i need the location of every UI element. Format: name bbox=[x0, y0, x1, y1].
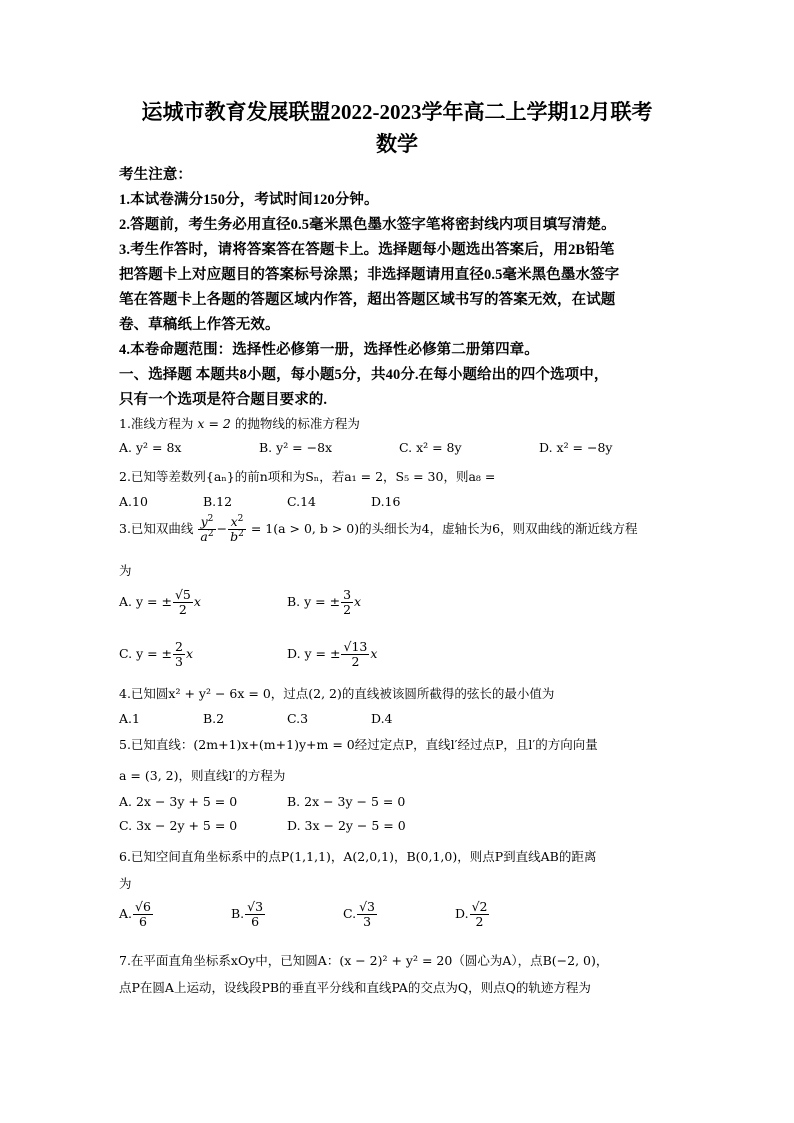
notice-item-3-line-1: 3.考生作答时，请将答案答在答题卡上。选择题每小题选出答案后，用2B铅笔 bbox=[119, 242, 615, 258]
question-3-stem-end: 为 bbox=[119, 563, 132, 578]
question-3-stem-suffix: = 1(a > 0, b > 0)的头细长为4，虚轴长为6，则双曲线的渐近线方程 bbox=[250, 520, 638, 536]
question-3-option-a-numerator: √5 bbox=[174, 587, 191, 602]
question-2-option-b: B.12 bbox=[203, 494, 233, 509]
notice-item-3-line-4: 卷、草稿纸上作答无效。 bbox=[119, 317, 280, 333]
question-3-option-d-prefix: D. y = ± bbox=[287, 645, 341, 661]
question-3-option-c-var: x bbox=[185, 645, 194, 661]
question-3-option-c bbox=[119, 640, 193, 669]
question-5-option-b: B. 2x − 3y − 5 = 0 bbox=[287, 794, 406, 809]
question-1-stem-math: x = 2 bbox=[197, 416, 231, 431]
question-6-option-b bbox=[231, 900, 266, 929]
question-4-option-c: C.3 bbox=[287, 711, 309, 726]
question-5-stem-line-2: a = (3, 2)，则直线l′的方程为 bbox=[119, 768, 286, 783]
question-6-option-c-denominator: 3 bbox=[363, 913, 372, 929]
question-7-stem-line-1: 7.在平面直角坐标系xOy中，已知圆A：(x − 2)² + y² = 20（圆心为A），点B(−2, 0)， bbox=[119, 953, 609, 968]
question-6-stem-line-1: 6.已知空间直角坐标系中的点P(1,1,1)，A(2,0,1)，B(0,1,0)，则点P到直线AB的距离 bbox=[119, 849, 597, 864]
exam-title: 运城市教育发展联盟2022-2023学年高二上学期12月联考 bbox=[141, 100, 653, 124]
question-1-stem bbox=[119, 414, 360, 432]
question-3-x-fraction: $\frac{x^2}{b^2}$ bbox=[230, 514, 244, 545]
question-6-option-b-denominator: 6 bbox=[251, 913, 260, 929]
question-6-option-c-label: C. bbox=[343, 905, 357, 921]
question-3-option-a-var: x bbox=[193, 593, 201, 609]
question-6-option-c bbox=[343, 900, 378, 929]
question-3-option-b bbox=[287, 588, 361, 617]
question-3-option-d-numerator: √13 bbox=[343, 639, 368, 654]
question-1-option-b: B. y² = −8x bbox=[259, 440, 333, 455]
question-6-option-b-label: B. bbox=[231, 905, 245, 921]
question-3-option-c-prefix: C. y = ± bbox=[119, 645, 173, 661]
question-3-option-d-denominator: 2 bbox=[351, 653, 360, 669]
question-2-stem: 2.已知等差数列{aₙ}的前n项和为Sₙ，若a₁ = 2，S₅ = 30，则a₈ = bbox=[119, 469, 496, 484]
question-2-option-a: A.10 bbox=[119, 494, 148, 509]
notice-item-3-line-3: 笔在答题卡上各题的答题区域内作答，超出答题区域书写的答案无效，在试题 bbox=[119, 292, 616, 308]
question-3-option-a-prefix: A. y = ± bbox=[119, 593, 172, 609]
question-7-stem-line-2: 点P在圆A上运动，设线段PB的垂直平分线和直线PA的交点为Q，则点Q的轨迹方程为 bbox=[119, 980, 591, 995]
question-3-option-c-denominator: 3 bbox=[175, 653, 183, 669]
notice-heading: 考生注意： bbox=[119, 167, 192, 183]
question-3-option-a bbox=[119, 588, 201, 617]
question-4-option-d: D.4 bbox=[371, 711, 393, 726]
exam-subject: 数学 bbox=[376, 132, 418, 156]
question-6-option-a-numerator: √6 bbox=[135, 899, 151, 914]
question-3-stem: 3.已知双曲线 $\frac{y^2}{a^2}$ − $\frac{x^2}{b^2}$ = 1(a > 0, b > 0)的头细长为4，虚轴长为6，则双曲线的渐近线方程 bbox=[119, 514, 638, 545]
question-5-option-c: C. 3x − 2y + 5 = 0 bbox=[119, 818, 238, 833]
question-6-option-d-label: D. bbox=[455, 905, 469, 921]
question-6-stem-line-2: 为 bbox=[119, 876, 132, 891]
question-6-option-d-denominator: 2 bbox=[475, 913, 484, 929]
question-6-option-d-numerator: √2 bbox=[471, 899, 488, 914]
question-6-option-a bbox=[119, 900, 154, 929]
question-3-option-a-denominator: 2 bbox=[178, 601, 187, 617]
question-3-option-d-var: x bbox=[370, 645, 378, 661]
question-1-stem-prefix: 1.准线方程为 bbox=[119, 416, 194, 431]
question-5-stem-line-1: 5.已知直线：(2m+1)x+(m+1)y+m = 0经过定点P，直线l′经过点P，且l′的方向向量 bbox=[119, 737, 598, 752]
notice-item-1: 1.本试卷满分150分，考试时间120分钟。 bbox=[119, 192, 379, 208]
question-6-option-a-denominator: 6 bbox=[139, 913, 147, 929]
question-4-option-b: B.2 bbox=[203, 711, 225, 726]
question-3-option-b-numerator: 3 bbox=[343, 587, 352, 602]
question-6-option-d bbox=[455, 900, 490, 929]
question-6-option-a-label: A. bbox=[119, 905, 133, 921]
question-4-stem: 4.已知圆x² + y² − 6x = 0，过点(2, 2)的直线被该圆所截得的弦长的最小值为 bbox=[119, 686, 555, 701]
question-3-option-b-var: x bbox=[354, 593, 362, 609]
question-2-option-d: D.16 bbox=[371, 494, 401, 509]
question-3-option-c-numerator: 2 bbox=[175, 639, 183, 654]
notice-item-4: 4.本卷命题范围：选择性必修第一册，选择性必修第二册第四章。 bbox=[119, 342, 539, 358]
notice-item-2: 2.答题前，考生务必用直径0.5毫米黑色墨水签字笔将密封线内项目填写清楚。 bbox=[119, 217, 616, 233]
question-1-stem-suffix: 的抛物线的标准方程为 bbox=[234, 416, 360, 431]
question-4-option-a: A.1 bbox=[119, 711, 140, 726]
question-3-option-b-denominator: 2 bbox=[343, 601, 352, 617]
section-heading-line-1: 一、选择题 本题共8小题，每小题5分，共40分.在每小题给出的四个选项中， bbox=[119, 367, 609, 383]
question-6-option-c-numerator: √3 bbox=[359, 899, 376, 914]
question-3-y-fraction: $\frac{y^2}{a^2}$ bbox=[200, 514, 214, 545]
question-5-option-d: D. 3x − 2y − 5 = 0 bbox=[287, 818, 406, 833]
question-2-option-c: C.14 bbox=[287, 494, 316, 509]
question-3-stem-prefix: 3.已知双曲线 bbox=[119, 520, 194, 536]
question-1-option-c: C. x² = 8y bbox=[399, 440, 462, 455]
question-3-option-b-prefix: B. y = ± bbox=[287, 593, 341, 609]
question-6-option-b-numerator: √3 bbox=[247, 899, 264, 914]
question-1-option-a: A. y² = 8x bbox=[119, 440, 182, 455]
question-5-option-a: A. 2x − 3y + 5 = 0 bbox=[119, 794, 238, 809]
question-3-option-d bbox=[287, 640, 377, 669]
section-heading-line-2: 只有一个选项是符合题目要求的. bbox=[119, 392, 328, 408]
question-1-option-d: D. x² = −8y bbox=[539, 440, 613, 455]
notice-item-3-line-2: 把答题卡上对应题目的答案标号涂黑；非选择题请用直径0.5毫米黑色墨水签字 bbox=[119, 267, 620, 283]
